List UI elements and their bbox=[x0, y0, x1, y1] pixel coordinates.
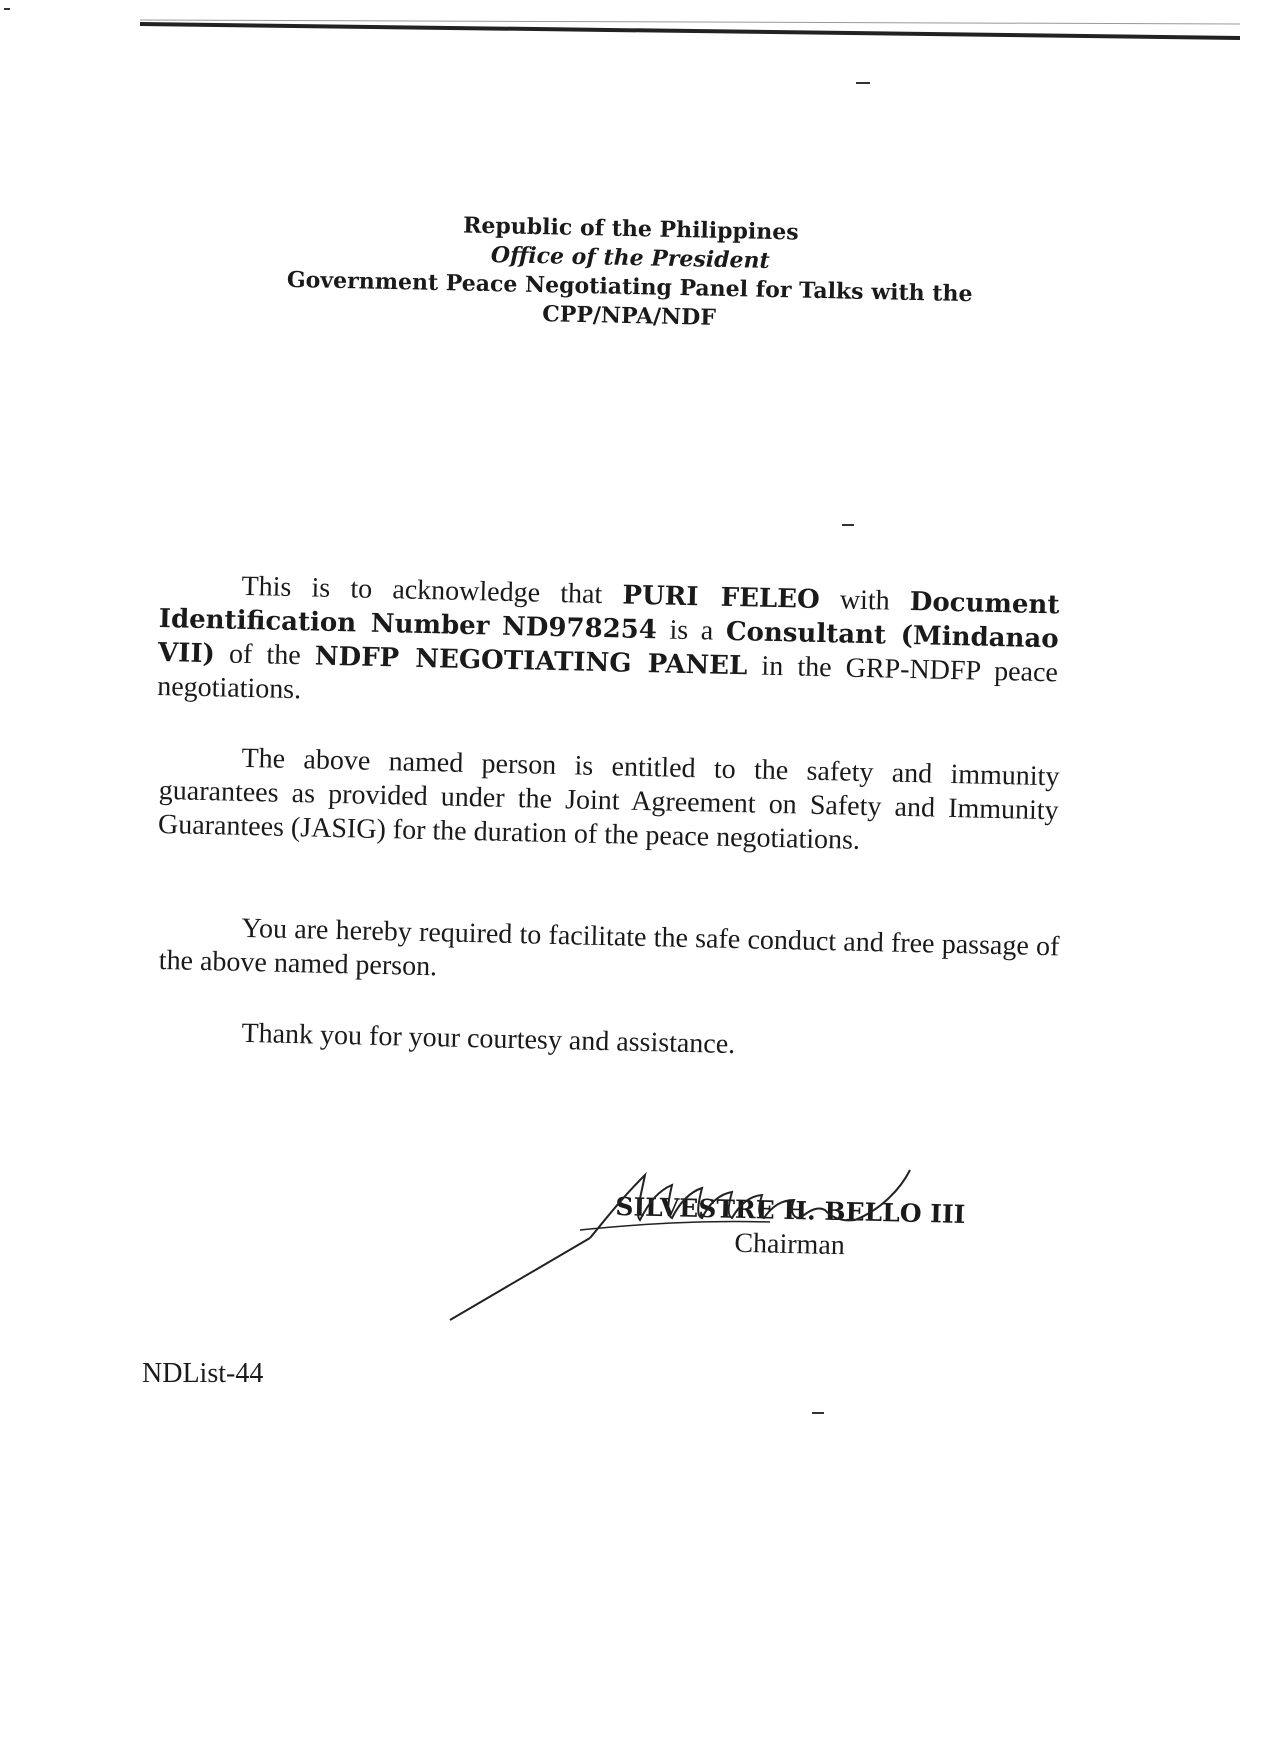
signatory-title: Chairman bbox=[734, 1227, 846, 1262]
document-id-label: Document Identification Number bbox=[158, 587, 1060, 642]
ack-of-the: of the bbox=[228, 638, 302, 672]
document-id-number: ND978254 bbox=[501, 611, 658, 646]
ack-with: with bbox=[839, 584, 891, 617]
panel-name: NDFP NEGOTIATING PANEL bbox=[314, 641, 748, 682]
letterhead-republic: Republic of the Philippines bbox=[462, 212, 799, 246]
ack-intro: This is to acknowledge that bbox=[241, 570, 603, 611]
document-reference: NDList-44 bbox=[142, 1358, 264, 1389]
scan-speck bbox=[4, 8, 10, 10]
person-name: PURI FELEO bbox=[622, 580, 821, 615]
letterhead-panel: Government Peace Negotiating Panel for Talks with the bbox=[286, 266, 973, 308]
acknowledgement-paragraph bbox=[157, 568, 1060, 724]
ack-is-a: is a bbox=[669, 614, 714, 647]
thanks-paragraph: Thank you for your courtesy and assistance. bbox=[241, 1017, 736, 1061]
immunity-paragraph: The above named person is entitled to the safety and immunity guarantees as provided under the Joint Agreement on Safety and Immunity Guarantees (JASIG) for the duration of the peace negotiations. bbox=[157, 742, 1060, 856]
signature-block bbox=[589, 1191, 990, 1265]
letterhead-office: Office of the President bbox=[490, 242, 770, 274]
scan-top-edge bbox=[140, 18, 1240, 42]
ack-tail: in the GRP-NDFP peace negotiations. bbox=[156, 650, 1059, 706]
signatory-name: SILVESTRE H. BELLO III bbox=[615, 1192, 966, 1229]
letterhead-cpp: CPP/NPA/NDF bbox=[542, 301, 717, 331]
scan-speck bbox=[856, 82, 870, 84]
letterhead bbox=[249, 207, 1011, 339]
person-position: Consultant (Mindanao VII) bbox=[157, 616, 1059, 670]
scan-speck bbox=[842, 524, 854, 526]
safe-conduct-paragraph: You are hereby required to facilitate the safe conduct and free passage of the above named person. bbox=[158, 912, 1060, 983]
scan-speck bbox=[812, 1412, 824, 1414]
